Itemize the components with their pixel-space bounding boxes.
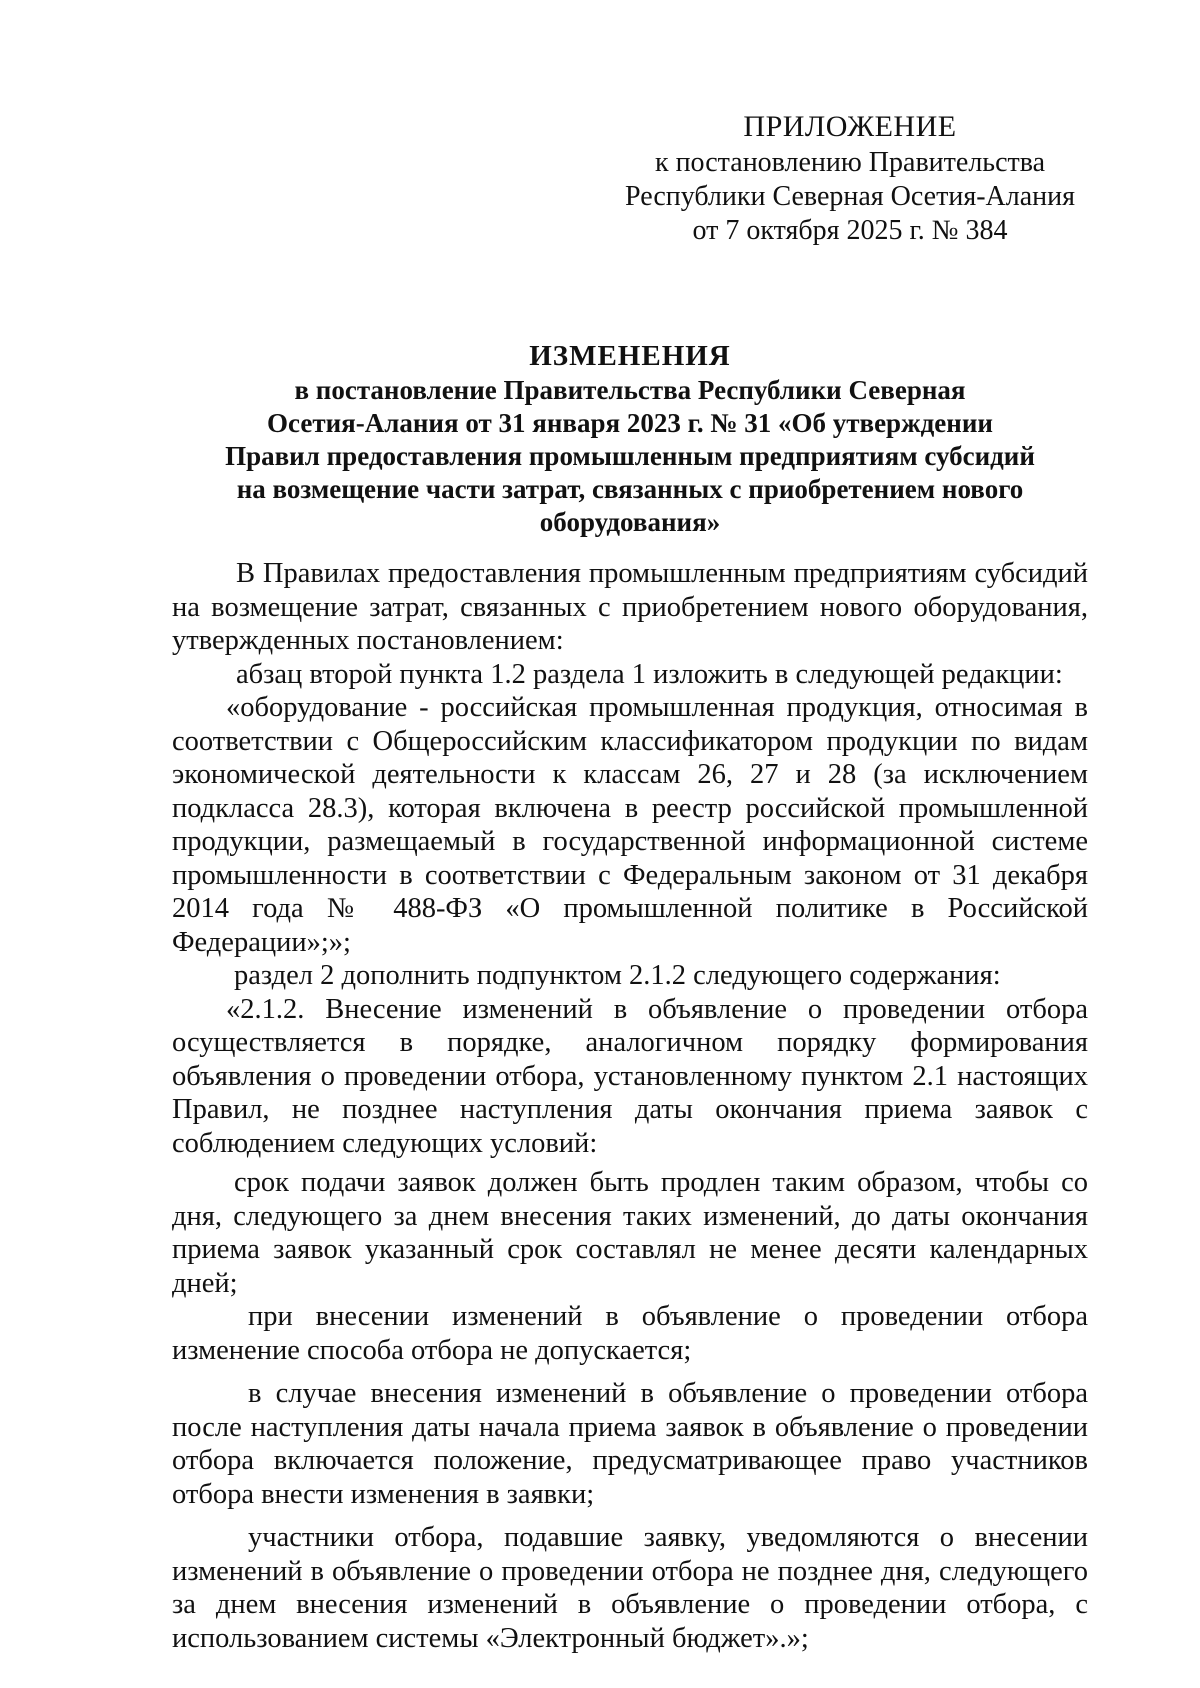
title-line: на возмещение части затрат, связанных с приобретением нового	[236, 474, 1024, 504]
appendix-line: к постановлению Правительства	[654, 147, 1046, 178]
title-line: в постановление Правительства Республики Северная	[294, 375, 966, 405]
paragraph: В Правилах предоставления промышленным предприятиям субсидий на возмещение затрат, связанных с приобретением нового оборудования, утвержденных постановлением:	[172, 558, 1088, 656]
document-title	[170, 338, 1090, 539]
appendix-block	[610, 108, 1090, 248]
paragraph: участники отбора, подавшие заявку, уведомляются о внесении изменений в объявление о проведении отбора не позднее дня, следующего за днем внесения изменений в объявление о проведении отбора, с использованием системы «Электронный бюджет».»;	[172, 1522, 1088, 1654]
document-body	[172, 557, 1088, 1655]
paragraph: в случае внесения изменений в объявление о проведении отбора после наступления даты начала приема заявок в объявление о проведении отбора включается положение, предусматривающее право участников отбора внести изменения в заявки;	[172, 1378, 1088, 1510]
appendix-date-line: от 7 октября 2025 г. № 384	[692, 215, 1008, 246]
paragraph: «оборудование - российская промышленная продукция, относимая в соответствии с Общероссийским классификатором продукции по видам экономической деятельности к классам 26, 27 и 28 (за исключением подкласса 28.3), которая включена в реестр российской промышленной продукции, размещаемый в государственной информационной системе промышленности в соответствии с Федеральным законом от 31 декабря 2014 года № 488-ФЗ «О промышленной политике в Российской Федерации»;»;	[172, 692, 1088, 958]
paragraph: срок подачи заявок должен быть продлен таким образом, чтобы со дня, следующего за днем внесения таких изменений, до даты окончания приема заявок указанный срок составлял не менее десяти календарных дней;	[172, 1167, 1088, 1299]
paragraph: раздел 2 дополнить подпунктом 2.1.2 следующего содержания:	[234, 960, 1001, 991]
paragraph: «2.1.2. Внесение изменений в объявление о проведении отбора осуществляется в порядке, аналогичном порядку формирования объявления о проведении отбора, установленному пунктом 2.1 настоящих Правил, не позднее наступления даты окончания приема заявок с соблюдением следующих условий:	[172, 993, 1088, 1159]
paragraph: абзац второй пункта 1.2 раздела 1 изложить в следующей редакции:	[236, 658, 1063, 690]
paragraph: при внесении изменений в объявление о проведении отбора изменение способа отбора не допускается;	[172, 1301, 1088, 1366]
appendix-line: Республики Северная Осетия-Алания	[625, 181, 1075, 212]
appendix-heading: ПРИЛОЖЕНИЕ	[743, 110, 957, 143]
title-line: оборудования»	[539, 507, 721, 537]
title-main: ИЗМЕНЕНИЯ	[529, 340, 731, 372]
title-line: Осетия-Алания от 31 января 2023 г. № 31 «Об утверждении	[267, 408, 993, 438]
title-line: Правил предоставления промышленным предприятиям субсидий	[225, 441, 1035, 471]
